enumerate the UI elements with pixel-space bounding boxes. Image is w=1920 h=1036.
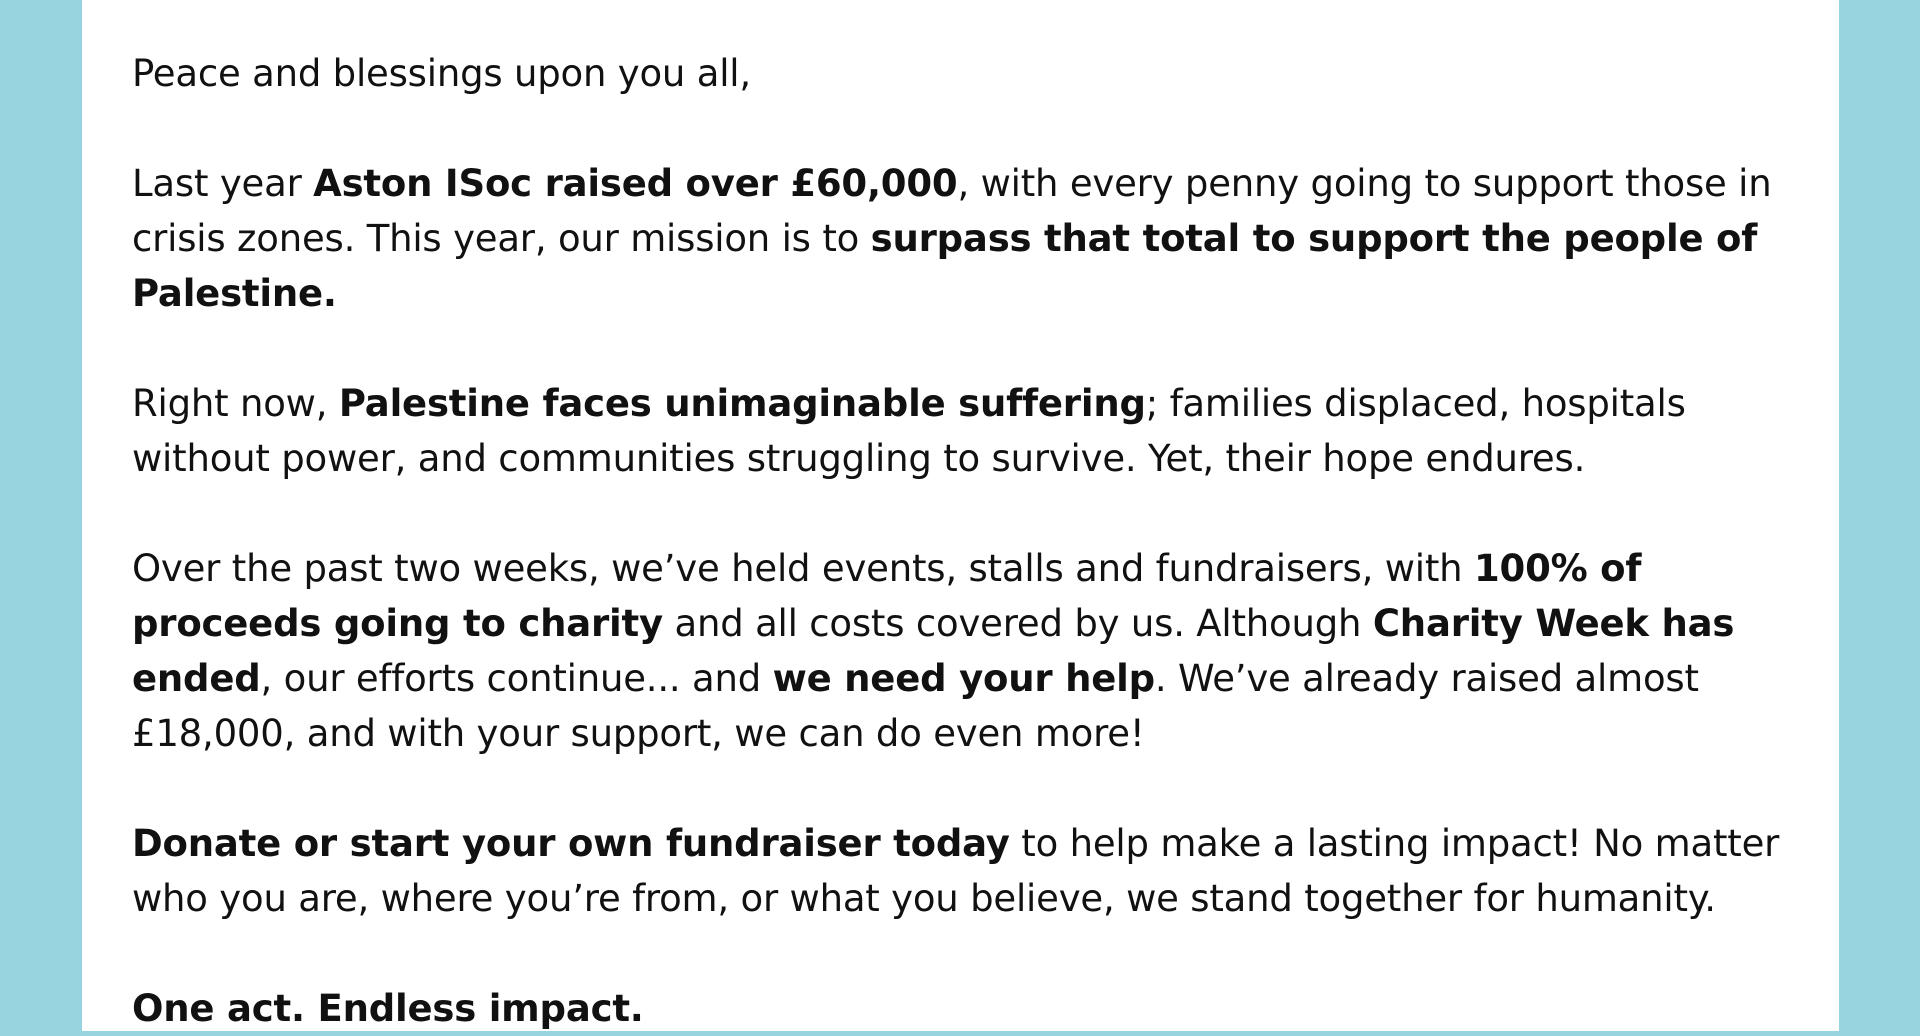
call-to-action-paragraph [132,816,1832,926]
closing-text: One act. Endless impact. [132,987,644,1030]
bold-segment: 100% of proceeds going to charity [132,547,1642,645]
text-segment: and all costs covered by us. Although [662,602,1373,645]
bold-segment: Palestine faces unimaginable suffering [338,382,1146,425]
text-segment: . We’ve already raised almost £18,000, and with your support, we can do even more! [132,657,1699,755]
greeting-paragraph [132,46,1832,101]
closing-paragraph [132,981,1832,1036]
bold-segment: surpass that total to support the people of Palestine. [132,217,1758,315]
fundraising-history-paragraph [132,156,1832,321]
text-segment: to help make a lasting impact! No matter who you are, where you’re from, or what you believe, we stand together for humanity. [132,822,1780,920]
text-segment: , with every penny going to support those in crisis zones. This year, our mission is to [132,162,1772,260]
text-segment: ; families displaced, hospitals without power, and communities struggling to survive. Yet, their hope endures. [132,382,1686,480]
message-body [132,46,1832,1036]
bold-segment: Charity Week has ended [132,602,1735,700]
text-segment: Over the past two weeks, we’ve held events, stalls and fundraisers, with [132,547,1474,590]
greeting-text: Peace and blessings upon you all, [132,52,751,95]
bold-segment: Donate or start your own fundraiser today [132,822,1010,865]
bold-segment: Aston ISoc raised over £60,000 [313,162,958,205]
crisis-paragraph [132,376,1832,486]
text-segment: , our efforts continue... and [260,657,773,700]
text-segment: Right now, [132,382,339,425]
message-card [82,0,1839,1031]
text-segment: Last year [132,162,314,205]
events-paragraph [132,541,1832,761]
bold-segment: we need your help [772,657,1155,700]
